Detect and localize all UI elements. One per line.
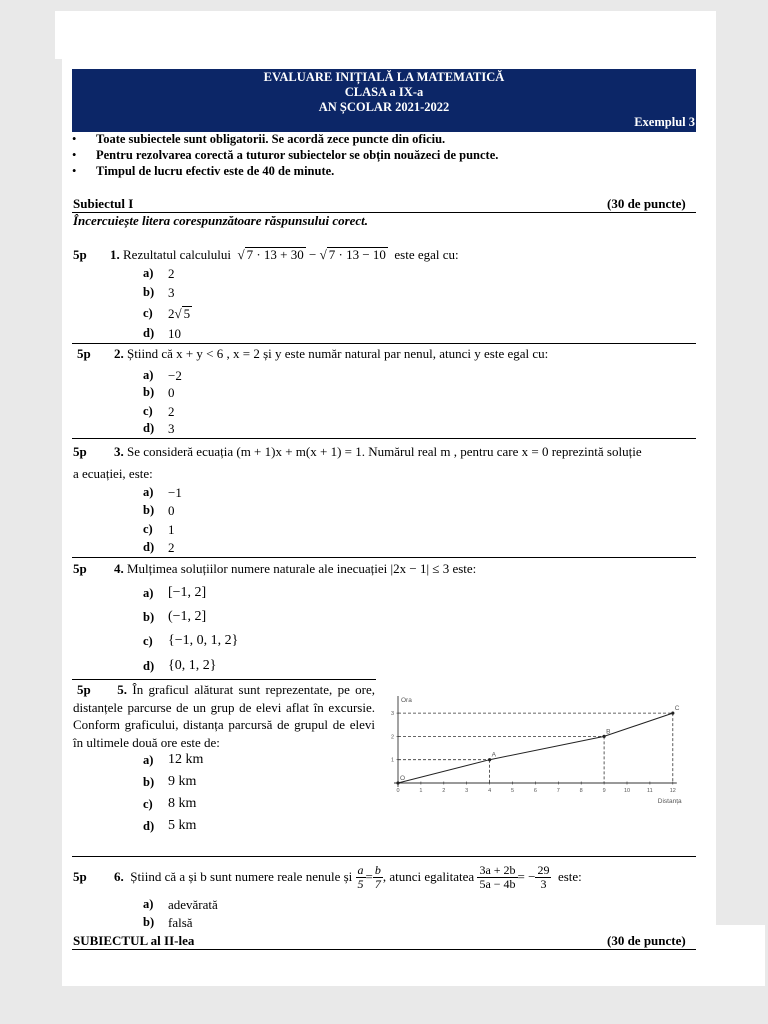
bullet-icon: • xyxy=(72,164,77,178)
y-tick-label: 2 xyxy=(390,734,394,741)
q4-option-c-label: c) xyxy=(143,634,153,648)
fraction: $\frac{a}{5}$ xyxy=(357,862,364,891)
q2-option-c-label: c) xyxy=(143,404,153,418)
y-tick-label: 1 xyxy=(390,757,394,764)
q2-option-a-label: a) xyxy=(143,368,154,382)
q4-option-b[interactable]: (−1, 2] xyxy=(168,609,207,624)
section-1-title: Subiectul I xyxy=(73,196,134,211)
x-tick-label: 5 xyxy=(510,788,515,794)
q6-statement: 6. Știind că a și b sunt numere reale nenule și $\frac{a}{5}$ = $\frac{b}{7}$ , atunci egalitatea $\frac{3a + 2b}{5a - 4b}$ = − $\frac{29}{3}$ este: xyxy=(114,862,582,891)
q5-option-d-label: d) xyxy=(143,819,155,833)
q2-option-d-label: d) xyxy=(143,421,155,435)
q1-option-a[interactable]: 2 xyxy=(168,266,175,281)
section-1-instruction: Încercuiește litera corespunzătoare răspunsului corect. xyxy=(73,213,369,228)
fraction: $\frac{3a + 2b}{5a - 4b}$ xyxy=(479,862,516,891)
x-axis-label: Distanța xyxy=(657,798,682,805)
q4-option-a[interactable]: [−1, 2] xyxy=(168,585,207,600)
point-label: A xyxy=(491,751,496,759)
q6-option-a-label: a) xyxy=(143,897,154,911)
q1-option-d[interactable]: 10 xyxy=(168,326,181,341)
q4-option-c[interactable]: {−1, 0, 1, 2} xyxy=(168,633,239,648)
series-line xyxy=(398,713,673,783)
q5-option-d[interactable]: 5 km xyxy=(168,818,197,833)
q5-option-a-label: a) xyxy=(143,753,154,767)
header-school-year: AN ȘCOLAR 2021-2022 xyxy=(318,100,450,114)
q3-option-a-label: a) xyxy=(143,485,154,499)
section-1-points: (30 de puncte) xyxy=(607,196,686,211)
q1-option-b[interactable]: 3 xyxy=(168,285,175,300)
q4-option-d[interactable]: {0, 1, 2} xyxy=(168,658,217,673)
q3-statement-line-1: 3. Se consideră ecuația (m + 1)x + m(x + 1) = 1. Numărul real m , pentru care x = 0 reprezintă soluție xyxy=(114,444,642,459)
divider xyxy=(72,679,376,680)
q2-option-a[interactable]: −2 xyxy=(168,368,182,383)
point-label: B xyxy=(606,728,611,736)
q1-option-d-label: d) xyxy=(143,326,155,340)
q3-option-c[interactable]: 1 xyxy=(168,522,175,537)
fraction: $\frac{b}{7}$ xyxy=(374,862,381,891)
q6-option-b[interactable]: falsă xyxy=(168,915,193,930)
q1-statement: 1. Rezultatul calculului √ 7 · 13 + 30 − √ 7 · 13 − 10 este egal cu: xyxy=(110,247,459,262)
q4-points: 5p xyxy=(73,561,87,576)
header-class: CLASA a IX-a xyxy=(344,85,424,99)
q1-option-a-label: a) xyxy=(143,266,154,280)
bullet-icon: • xyxy=(72,132,77,146)
x-tick-label: 2 xyxy=(442,788,446,794)
top-blank-strip xyxy=(55,11,716,59)
x-tick-label: 4 xyxy=(488,788,492,794)
x-tick-label: 6 xyxy=(533,788,537,794)
q5-option-c-label: c) xyxy=(143,797,153,811)
x-tick-label: 0 xyxy=(396,788,400,794)
q3-points: 5p xyxy=(73,444,87,459)
q2-points: 5p xyxy=(77,346,91,361)
q4-option-a-label: a) xyxy=(143,586,154,600)
y-axis-label: Ora xyxy=(401,697,412,704)
q2-option-b[interactable]: 0 xyxy=(168,385,175,400)
q3-option-d[interactable]: 2 xyxy=(168,540,175,555)
exam-header xyxy=(72,69,696,132)
q4-option-b-label: b) xyxy=(143,610,155,624)
q5-option-b[interactable]: 9 km xyxy=(168,774,197,789)
x-tick-label: 7 xyxy=(556,788,560,794)
q2-statement: 2. Știind că x + y < 6 , x = 2 și y este număr natural par nenul, atunci y este egal cu: xyxy=(114,346,549,361)
q3-option-c-label: c) xyxy=(143,522,153,536)
divider xyxy=(72,557,696,558)
q3-option-d-label: d) xyxy=(143,540,155,554)
x-tick-label: 1 xyxy=(419,788,423,794)
x-tick-label: 9 xyxy=(602,788,606,794)
divider xyxy=(72,856,696,857)
header-example: Exemplul 3 xyxy=(634,115,695,129)
q2-option-d[interactable]: 3 xyxy=(168,421,175,436)
q5-option-c[interactable]: 8 km xyxy=(168,796,197,811)
q1-radical-1: 7 · 13 + 30 xyxy=(246,247,304,262)
x-tick-label: 8 xyxy=(579,788,583,794)
q3-statement-line-2: a ecuației, este: xyxy=(73,466,153,481)
q1-points: 5p xyxy=(73,247,87,262)
q6-points: 5p xyxy=(73,869,87,884)
x-tick-label: 10 xyxy=(623,788,631,794)
q2-option-b-label: b) xyxy=(143,385,155,399)
divider xyxy=(72,438,696,439)
q1-option-b-label: b) xyxy=(143,285,155,299)
x-tick-label: 11 xyxy=(647,788,653,794)
q6-option-a[interactable]: adevărată xyxy=(168,897,218,912)
divider xyxy=(72,343,696,344)
x-tick-label: 12 xyxy=(669,788,676,794)
q4-statement: 4. Mulțimea soluțiilor numere naturale ale inecuației |2x − 1| ≤ 3 este: xyxy=(114,561,477,576)
x-tick-label: 3 xyxy=(465,788,469,794)
section-2-title: SUBIECTUL al II-lea xyxy=(73,933,195,948)
q2-option-c[interactable]: 2 xyxy=(168,404,175,419)
header-title: EVALUARE INIȚIALĂ LA MATEMATICĂ xyxy=(263,70,505,84)
q4-option-d-label: d) xyxy=(143,659,155,673)
q3-option-a[interactable]: −1 xyxy=(168,485,182,500)
section-2-points: (30 de puncte) xyxy=(607,933,686,948)
q5-option-b-label: b) xyxy=(143,775,155,789)
divider xyxy=(72,949,696,950)
q1-radical-2: 7 · 13 − 10 xyxy=(328,247,386,262)
y-tick-label: 3 xyxy=(390,711,394,718)
q1-option-c[interactable]: 2√ 5 xyxy=(168,306,191,321)
bullet-icon: • xyxy=(72,148,77,162)
q6-option-b-label: b) xyxy=(143,915,155,929)
distance-time-chart xyxy=(384,692,689,810)
point-label: C xyxy=(674,705,680,713)
q5-option-a[interactable]: 12 km xyxy=(168,752,204,767)
q3-option-b[interactable]: 0 xyxy=(168,503,175,518)
fraction: $\frac{29}{3}$ xyxy=(537,862,550,891)
point-label: O xyxy=(400,775,406,782)
q3-option-b-label: b) xyxy=(143,503,155,517)
q1-option-c-label: c) xyxy=(143,306,153,320)
q5-statement: 5p 5. În graficul alăturat sunt reprezentate, pe ore, distanțele parcurse de un grup de elevi aflat în excursie. Conform graficului, distanța parcursă de grupul de elevi în ultimele două ore este de: xyxy=(73,682,375,750)
